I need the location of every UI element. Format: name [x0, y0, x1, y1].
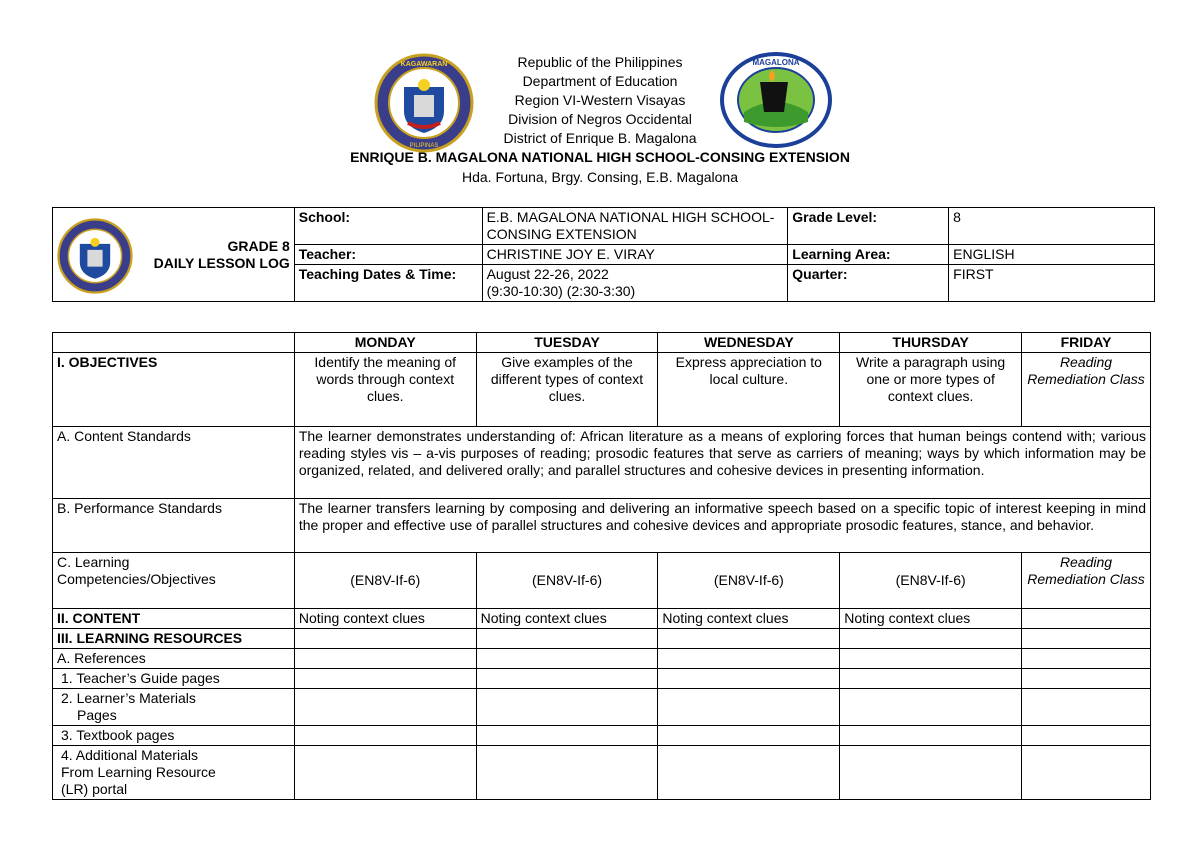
- deped-seal-small-logo: [57, 218, 133, 294]
- additional-materials-line-2: From Learning Resource: [61, 764, 216, 780]
- school-label: School:: [294, 208, 482, 245]
- learners-materials-label: [53, 689, 295, 726]
- cell: [1022, 746, 1151, 800]
- quarter-label: Quarter:: [788, 265, 949, 302]
- cell: [840, 726, 1022, 746]
- content-thursday: Noting context clues: [840, 609, 1022, 629]
- letterhead-line-2: Department of Education: [522, 73, 678, 89]
- day-header-monday: MONDAY: [294, 333, 476, 353]
- day-header-tuesday: TUESDAY: [476, 333, 658, 353]
- content-friday: [1022, 609, 1151, 629]
- competency-thursday: (EN8V-If-6): [840, 553, 1022, 609]
- references-label: A. References: [53, 649, 295, 669]
- additional-materials-label: [53, 746, 295, 800]
- learners-materials-line-2: Pages: [77, 707, 117, 723]
- objective-tuesday: Give examples of the different types of context clues.: [476, 353, 658, 427]
- content-standards-label: A. Content Standards: [53, 427, 295, 499]
- cell: [476, 669, 658, 689]
- cell: [476, 726, 658, 746]
- competency-tuesday: (EN8V-If-6): [476, 553, 658, 609]
- teacher-value: CHRISTINE JOY E. VIRAY: [482, 245, 788, 265]
- performance-standards-text: The learner transfers learning by composing and delivering an informative speech based on a specific topic of interest keeping in mind the proper and effective use of parallel structures and cohesive devices and appropriate prosodic features, stance, and behavior.: [294, 499, 1150, 553]
- cell: [294, 726, 476, 746]
- grade-log-cell: [53, 208, 295, 302]
- cell: [658, 649, 840, 669]
- learning-resources-label: III. LEARNING RESOURCES: [53, 629, 295, 649]
- cell: [658, 746, 840, 800]
- quarter-value: FIRST: [949, 265, 1155, 302]
- letterhead-line-5: District of Enrique B. Magalona: [503, 130, 697, 146]
- cell: [294, 669, 476, 689]
- objective-monday: Identify the meaning of words through context clues.: [294, 353, 476, 427]
- grade-level-label: Grade Level:: [788, 208, 949, 245]
- cell: [476, 689, 658, 726]
- performance-standards-label: B. Performance Standards: [53, 499, 295, 553]
- cell: [840, 746, 1022, 800]
- competencies-label: C. Learning Competencies/Objectives: [53, 553, 295, 609]
- cell: [658, 689, 840, 726]
- objective-wednesday: Express appreciation to local culture.: [658, 353, 840, 427]
- teaching-dates-line: August 22-26, 2022: [486, 266, 609, 282]
- day-header-thursday: THURSDAY: [840, 333, 1022, 353]
- cell: [476, 649, 658, 669]
- cell: [1022, 629, 1151, 649]
- objective-thursday: Write a paragraph using one or more types of context clues.: [840, 353, 1022, 427]
- content-monday: Noting context clues: [294, 609, 476, 629]
- svg-text:KAGAWARAN: KAGAWARAN: [400, 61, 448, 68]
- letterhead-line-3: Region VI-Western Visayas: [514, 92, 686, 108]
- cell: [840, 649, 1022, 669]
- cell: [658, 726, 840, 746]
- day-header-wednesday: WEDNESDAY: [658, 333, 840, 353]
- lesson-info-table: [52, 207, 1155, 302]
- cell: [840, 669, 1022, 689]
- cell: [1022, 649, 1151, 669]
- cell: [294, 629, 476, 649]
- cell: [1022, 726, 1151, 746]
- cell: [1022, 669, 1151, 689]
- cell: [294, 746, 476, 800]
- svg-text:PILIPINAS: PILIPINAS: [409, 143, 439, 149]
- teaching-time-line: (9:30-10:30) (2:30-3:30): [486, 283, 636, 299]
- header-empty-cell: [53, 333, 295, 353]
- additional-materials-line-1: 4. Additional Materials: [61, 747, 198, 763]
- school-name-heading: ENRIQUE B. MAGALONA NATIONAL HIGH SCHOOL-CONSING EXTENSION: [350, 149, 850, 165]
- cell: [476, 746, 658, 800]
- content-standards-text: The learner demonstrates understanding of: African literature as a means of exploring forces that human beings contend with; various reading styles vis – a-vis purposes of reading; prosodic features that serve as carriers of meaning; ways by which information may be organized, related, and delivered orally; and parallel structures and cohesive devices in presenting information.: [294, 427, 1150, 499]
- teachers-guide-label: 1. Teacher’s Guide pages: [53, 669, 295, 689]
- learning-area-value: ENGLISH: [949, 245, 1155, 265]
- objective-friday: Reading Remediation Class: [1022, 353, 1151, 427]
- school-seal-logo: [720, 52, 832, 148]
- cell: [476, 629, 658, 649]
- grade-level-value: 8: [949, 208, 1155, 245]
- cell: [294, 649, 476, 669]
- cell: [840, 629, 1022, 649]
- competency-wednesday: (EN8V-If-6): [658, 553, 840, 609]
- school-value: E.B. MAGALONA NATIONAL HIGH SCHOOL-CONSING EXTENSION: [482, 208, 788, 245]
- letterhead-line-1: Republic of the Philippines: [517, 54, 683, 70]
- content-tuesday: Noting context clues: [476, 609, 658, 629]
- lesson-plan-table: [52, 332, 1151, 800]
- learners-materials-line-1: 2. Learner’s Materials: [61, 690, 196, 706]
- teaching-dates-value: [482, 265, 788, 302]
- objectives-label: I. OBJECTIVES: [53, 353, 295, 427]
- cell: [658, 669, 840, 689]
- svg-text:MAGALONA: MAGALONA: [752, 58, 800, 67]
- learning-area-label: Learning Area:: [788, 245, 949, 265]
- cell: [294, 689, 476, 726]
- content-label: II. CONTENT: [53, 609, 295, 629]
- teaching-dates-label: Teaching Dates & Time:: [294, 265, 482, 302]
- letterhead-line-4: Division of Negros Occidental: [508, 111, 692, 127]
- teacher-label: Teacher:: [294, 245, 482, 265]
- content-wednesday: Noting context clues: [658, 609, 840, 629]
- competency-friday: Reading Remediation Class: [1022, 553, 1151, 609]
- textbook-pages-label: 3. Textbook pages: [53, 726, 295, 746]
- day-header-friday: FRIDAY: [1022, 333, 1151, 353]
- additional-materials-line-3: (LR) portal: [61, 781, 128, 797]
- daily-lesson-log-title: DAILY LESSON LOG: [153, 254, 290, 271]
- school-address: Hda. Fortuna, Brgy. Consing, E.B. Magalona: [462, 169, 738, 185]
- cell: [658, 629, 840, 649]
- cell: [1022, 689, 1151, 726]
- competency-monday: (EN8V-If-6): [294, 553, 476, 609]
- cell: [840, 689, 1022, 726]
- grade-label: GRADE 8: [227, 237, 290, 254]
